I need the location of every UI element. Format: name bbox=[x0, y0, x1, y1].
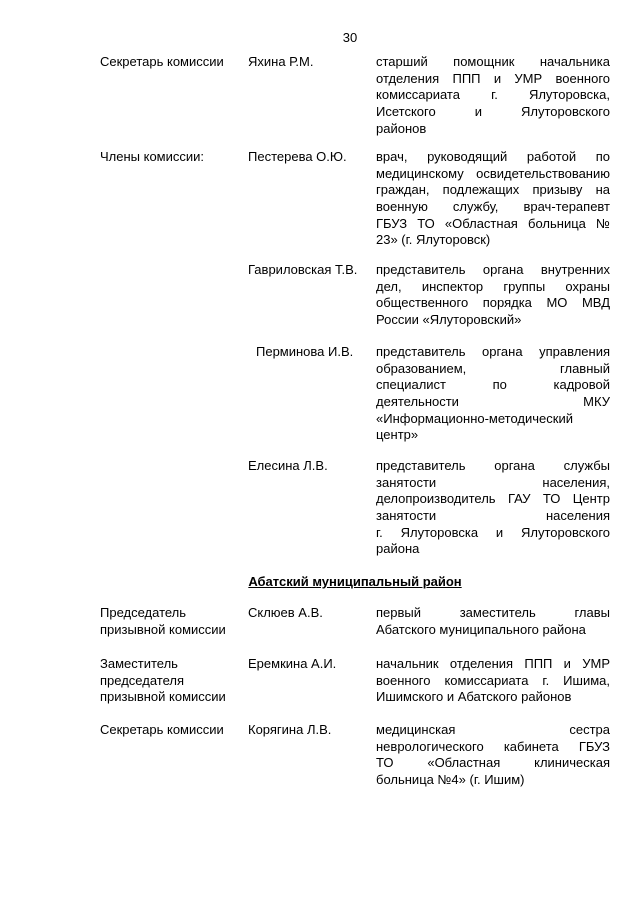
description-line: дел, инспектор группы охраны bbox=[376, 278, 610, 294]
description-line: представитель органа службы bbox=[376, 458, 610, 473]
description-line: занятости населения, bbox=[376, 474, 610, 490]
description-line: старший помощник начальника bbox=[376, 54, 610, 69]
member-role bbox=[100, 149, 242, 166]
description-line: России «Ялуторовский» bbox=[376, 312, 522, 328]
description-line: военную службу, врач-терапевт bbox=[376, 199, 610, 215]
member-name: Склюев А.В. bbox=[248, 605, 323, 620]
member-name: Елесина Л.В. bbox=[248, 458, 328, 473]
description-line: образованием, главный bbox=[376, 360, 610, 376]
member-role bbox=[100, 722, 242, 739]
member-description bbox=[376, 149, 610, 249]
description-line: больница №4» (г. Ишим) bbox=[376, 772, 525, 788]
description-line: 23» (г. Ялуторовск) bbox=[376, 232, 491, 248]
member-role bbox=[100, 656, 242, 706]
role-line: Председатель bbox=[100, 605, 187, 620]
description-line: деятельности МКУ bbox=[376, 394, 610, 410]
role-line: Секретарь комиссии bbox=[100, 54, 224, 69]
member-role bbox=[100, 605, 242, 638]
member-role bbox=[100, 54, 242, 71]
page-number: 30 bbox=[342, 30, 358, 45]
description-line: представитель органа внутренних bbox=[376, 262, 610, 277]
description-line: Ишимского и Абатского районов bbox=[376, 689, 572, 705]
description-line: Абатского муниципального района bbox=[376, 621, 586, 637]
description-line: «Информационно-методический bbox=[376, 410, 573, 426]
member-description bbox=[376, 656, 610, 706]
member-name: Яхина Р.М. bbox=[248, 54, 314, 69]
section-heading: Абатский муниципальный район bbox=[248, 574, 462, 589]
member-description bbox=[376, 605, 610, 638]
member-description bbox=[376, 722, 610, 789]
description-line: медицинская сестра bbox=[376, 722, 610, 737]
description-line: общественного порядка МО МВД bbox=[376, 295, 610, 311]
description-line: комиссариата г. Ялуторовска, bbox=[376, 87, 610, 103]
description-line: врач, руководящий работой по bbox=[376, 149, 610, 164]
member-description bbox=[376, 262, 610, 329]
member-name: Гавриловская Т.В. bbox=[248, 262, 358, 277]
member-description bbox=[376, 54, 610, 137]
member-description bbox=[376, 458, 610, 558]
role-line: Члены комиссии: bbox=[100, 149, 205, 164]
member-description bbox=[376, 344, 610, 444]
description-line: отделения ППП и УМР военного bbox=[376, 70, 610, 86]
role-line: председателя bbox=[100, 672, 185, 688]
description-line: занятости населения bbox=[376, 508, 610, 524]
description-line: медицинскому освидетельствованию bbox=[376, 165, 610, 181]
description-line: ГБУЗ ТО «Областная больница № bbox=[376, 215, 610, 231]
member-name: Еремкина А.И. bbox=[248, 656, 337, 671]
description-line: представитель органа управления bbox=[376, 344, 610, 359]
role-line: призывной комиссии bbox=[100, 689, 226, 705]
description-line: района bbox=[376, 541, 420, 557]
description-line: первый заместитель главы bbox=[376, 605, 610, 620]
description-line: граждан, подлежащих призыву на bbox=[376, 182, 610, 198]
member-name: Перминова И.В. bbox=[256, 344, 354, 359]
description-line: начальник отделения ППП и УМР bbox=[376, 656, 610, 671]
member-name: Корягина Л.В. bbox=[248, 722, 332, 737]
description-line: делопроизводитель ГАУ ТО Центр bbox=[376, 491, 610, 507]
description-line: г. Ялуторовска и Ялуторовского bbox=[376, 524, 610, 540]
role-line: Заместитель bbox=[100, 656, 178, 671]
member-name: Пестерева О.Ю. bbox=[248, 149, 347, 164]
description-line: специалист по кадровой bbox=[376, 377, 610, 393]
description-line: неврологического кабинета ГБУЗ bbox=[376, 738, 610, 754]
description-line: военного комиссариата г. Ишима, bbox=[376, 672, 610, 688]
description-line: Исетского и Ялуторовского bbox=[376, 104, 610, 120]
role-line: призывной комиссии bbox=[100, 621, 226, 637]
description-line: ТО «Областная клиническая bbox=[376, 755, 610, 771]
description-line: центр» bbox=[376, 427, 419, 443]
description-line: районов bbox=[376, 120, 427, 136]
role-line: Секретарь комиссии bbox=[100, 722, 224, 737]
